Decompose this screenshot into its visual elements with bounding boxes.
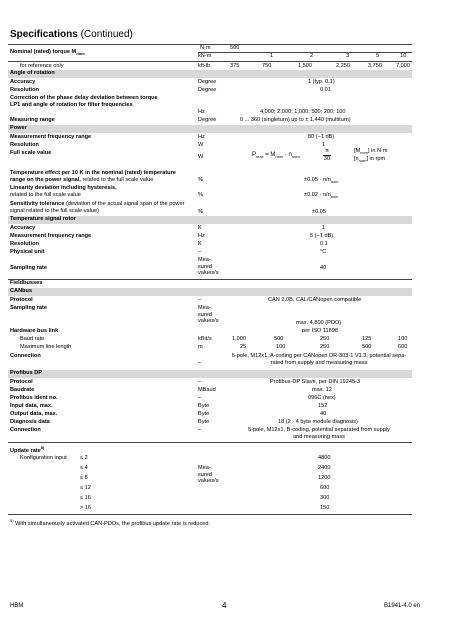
- power-freq-unit: Hz: [198, 134, 205, 140]
- update-config-label: Konfiguration input: [20, 455, 67, 461]
- profi-diag-unit: Byte: [198, 419, 210, 425]
- profi-protocol-unit: −: [198, 379, 202, 385]
- temp-acc-label: Accuracy: [10, 225, 36, 231]
- update-val-1: 2400: [318, 465, 331, 471]
- footnote: $^{5)}$ With simultaneously activated CAN-PDOs, the profibus update rate is reduced.: [10, 518, 211, 527]
- section-canbus: CANbus: [8, 288, 412, 296]
- formula-n-unit: $[n_{nom}]$ in rpm: [354, 156, 386, 164]
- section-power: Power: [8, 125, 412, 133]
- power-lin-label: Linearity deviation including hysteresis, related to the full scale value: [10, 185, 117, 198]
- angle-accuracy-value: 1 (typ. 0.1): [308, 79, 335, 85]
- update-op-2: ≤ 8: [80, 475, 88, 481]
- profi-output-unit: Byte: [198, 411, 210, 417]
- can-sampling-value: max. 4,800 (PDO): [296, 320, 342, 326]
- temp-sampling-value: 40: [320, 265, 327, 271]
- power-fullscale-unit: W: [198, 154, 204, 160]
- update-op-3: ≤ 12: [80, 485, 91, 491]
- can-line-4: 600: [398, 344, 408, 350]
- temp-res-value: 0.1: [320, 241, 328, 247]
- temp-acc-unit: K: [198, 225, 202, 231]
- nm-value: 500: [230, 45, 240, 51]
- power-formula: $P_{max} = M_{nom} \cdot n_{nom}$: [252, 152, 300, 160]
- profi-ident-label: Profibus ident no.: [10, 395, 58, 401]
- profi-diag-label: Diagnosis data: [10, 419, 50, 425]
- knm-5: 5: [376, 53, 380, 59]
- can-protocol-unit: −: [198, 297, 202, 303]
- update-op-5: > 16: [80, 505, 92, 511]
- profi-connection-unit: −: [198, 427, 202, 433]
- section-profibus: Profibus DP: [8, 370, 412, 378]
- power-sens-label: Sensitivity tolerance (deviation of the actual signal span of the power signal related to the full scale value): [10, 201, 185, 214]
- angle-accuracy-label: Accuracy: [10, 79, 36, 85]
- can-sampling-label: Sampling rate: [10, 305, 47, 311]
- profi-connection-label: Connection: [10, 427, 41, 433]
- update-val-5: 150: [320, 505, 330, 511]
- power-res-label: Resolution: [10, 142, 39, 148]
- profi-input-label: Input data, max.: [10, 403, 53, 409]
- update-val-3: 600: [320, 485, 330, 491]
- can-hwlink-value: per ISO 11898: [302, 328, 338, 334]
- can-protocol-value: CAN 2.0B, CAL/CANopen compatible: [268, 297, 362, 303]
- temp-freq-value: 5 (−1 dB): [310, 233, 334, 239]
- power-res-value: 1: [322, 142, 326, 148]
- update-rate-label: Update rate$^{5)}$: [10, 445, 45, 454]
- temp-freq-label: Measurement frequency range: [10, 233, 92, 239]
- profi-connection-value: 5-pole, M12x1, B-coding, potential separated from supply: [248, 427, 390, 433]
- power-lin-value: $\pm 0.02 \cdot n/n_{nom}$: [304, 192, 339, 200]
- power-temp-value: $\pm 0.05 \cdot n/n_{nom}$: [304, 177, 339, 185]
- temp-freq-unit: Hz: [198, 233, 205, 239]
- angle-resolution-unit: Degree: [198, 87, 217, 93]
- can-line-0: 25: [240, 344, 247, 350]
- section-angle: Angle of rotation: [8, 70, 412, 78]
- update-val-4: 300: [320, 495, 330, 501]
- can-baud-3: 125: [362, 336, 372, 342]
- angle-resolution-value: 0.01: [320, 87, 331, 93]
- temp-unit-unit: −: [198, 249, 202, 255]
- can-hwlink-label: Hardware bus link: [10, 328, 59, 334]
- can-connection-unit: −: [198, 360, 202, 366]
- profi-baud-value: max. 12: [312, 387, 332, 393]
- ref-label: for reference only: [20, 63, 64, 69]
- temp-unit-value: °C: [320, 249, 327, 255]
- can-baud-0: 1,000: [232, 336, 246, 342]
- temp-sampling-label: Sampling rate: [10, 265, 47, 271]
- power-temp-label: Temperature effect per 10 K in the nominal (rated) temperature range on the power signal, related to the full scale value: [10, 170, 176, 183]
- angle-resolution-label: Resolution: [10, 87, 39, 93]
- can-baud-4: 100: [398, 336, 408, 342]
- temp-res-unit: K: [198, 241, 202, 247]
- profi-connection-value2: and measuring mass: [293, 434, 345, 440]
- update-unit: Mea- sured values/s: [198, 465, 219, 485]
- update-op-4: ≤ 16: [80, 495, 91, 501]
- can-line-3: 500: [362, 344, 372, 350]
- page-number: 4: [222, 601, 227, 610]
- can-line-label: Maximum line length: [20, 344, 72, 350]
- angle-range-value: 0 ... 360 (singleturn) up to ± 1,440 (multiturn): [240, 117, 351, 123]
- profi-baud-unit: MBaud: [198, 387, 216, 393]
- angle-phase-label: Correction of the phase delay deviation between torque LP1 and angle of rotation for filter frequencies: [10, 95, 158, 108]
- can-line-2: 250: [320, 344, 330, 350]
- kftlb-1: 750: [262, 63, 272, 69]
- title-bold: Specifications: [10, 29, 78, 40]
- can-connection-value2: rated from supply and measuring mass: [270, 360, 368, 366]
- profi-output-label: Output data, max.: [10, 411, 58, 417]
- power-lin-unit: %: [198, 192, 203, 198]
- kftlb-0: 375: [230, 63, 240, 69]
- can-baud-1: 500: [274, 336, 284, 342]
- can-connection-label: Connection: [10, 353, 41, 359]
- knm-3: 3: [346, 53, 350, 59]
- angle-accuracy-unit: Degree: [198, 79, 217, 85]
- section-temp: Temperature signal rotor: [8, 216, 412, 224]
- kftlb-2: 1,500: [298, 63, 312, 69]
- can-line-unit: m: [198, 344, 203, 350]
- can-baud-label: Baud rate: [20, 336, 45, 342]
- temp-res-label: Resolution: [10, 241, 39, 247]
- formula-m-unit: $[M_{nom}]$ in N·m: [354, 148, 388, 156]
- knm-2: 2: [310, 53, 314, 59]
- profi-protocol-value: Profibus-DP Slave, per DIN 19245-3: [270, 379, 361, 385]
- kftlb-4: 3,750: [368, 63, 382, 69]
- power-sens-unit: %: [198, 209, 203, 215]
- title-normal: (Continued): [77, 29, 133, 40]
- power-temp-unit: %: [198, 177, 203, 183]
- profi-output-value: 40: [320, 411, 327, 417]
- power-fullscale-label: Full scale value: [10, 150, 52, 156]
- page-title: [10, 29, 133, 40]
- profi-ident-unit: −: [198, 395, 202, 401]
- formula-pi: π: [323, 148, 331, 156]
- kftlb-5: 7,000: [396, 63, 410, 69]
- can-protocol-label: Protocol: [10, 297, 33, 303]
- section-fieldbus: Fieldbusses: [10, 280, 43, 286]
- kftlb-3: 2,250: [336, 63, 350, 69]
- unit-kftlb: kft-lb: [198, 63, 211, 69]
- update-val-0: 4800: [318, 455, 331, 461]
- unit-nm: N·m: [200, 45, 211, 51]
- can-baud-unit: kBit/s: [198, 336, 212, 342]
- knm-1: 1: [270, 53, 274, 59]
- profi-diag-value: 18 (2 · 4 byte module diagnosis): [278, 419, 358, 425]
- knm-10: 10: [400, 53, 407, 59]
- can-line-1: 100: [276, 344, 286, 350]
- header-label: Nominal (rated) torque $M_{nom}$: [10, 49, 85, 57]
- can-connection-value: 5-pole, M12x1, A-coding per CANopen DR-303-1 V1.3, potential sepa-: [231, 353, 407, 359]
- profi-input-unit: Byte: [198, 403, 210, 409]
- power-sens-value: ±0.05: [312, 209, 326, 215]
- footer-right: B1941-4.0 en: [384, 603, 421, 609]
- power-freq-label: Measurement frequency range: [10, 134, 92, 140]
- profi-ident-value: 096C (hex): [308, 395, 336, 401]
- can-baud-2: 250: [320, 336, 330, 342]
- profi-baud-label: Baudrate: [10, 387, 35, 393]
- angle-range-label: Measuring range: [10, 117, 55, 123]
- angle-phase-value: 4,000; 2,000; 1,000; 500; 200; 100: [260, 109, 346, 115]
- profi-input-value: 152: [318, 403, 328, 409]
- temp-acc-value: 1: [322, 225, 326, 231]
- formula-thirty: 30: [323, 156, 331, 162]
- update-op-0: ≤ 2: [80, 455, 88, 461]
- angle-range-unit: Degree: [198, 117, 217, 123]
- footer-left: HBM: [10, 603, 24, 609]
- power-res-unit: W: [198, 142, 204, 148]
- power-freq-value: 80 (−1 dB): [308, 134, 335, 140]
- temp-unit-label: Physical unit: [10, 249, 45, 255]
- unit-knm: kN·m: [198, 53, 212, 59]
- angle-phase-unit: Hz: [198, 109, 205, 115]
- update-val-2: 1200: [318, 475, 331, 481]
- update-op-1: ≤ 4: [80, 465, 88, 471]
- profi-protocol-label: Protocol: [10, 379, 33, 385]
- can-sampling-unit: Mea- sured values/s: [198, 305, 219, 325]
- temp-sampling-unit: Mea- sured values/s: [198, 257, 219, 277]
